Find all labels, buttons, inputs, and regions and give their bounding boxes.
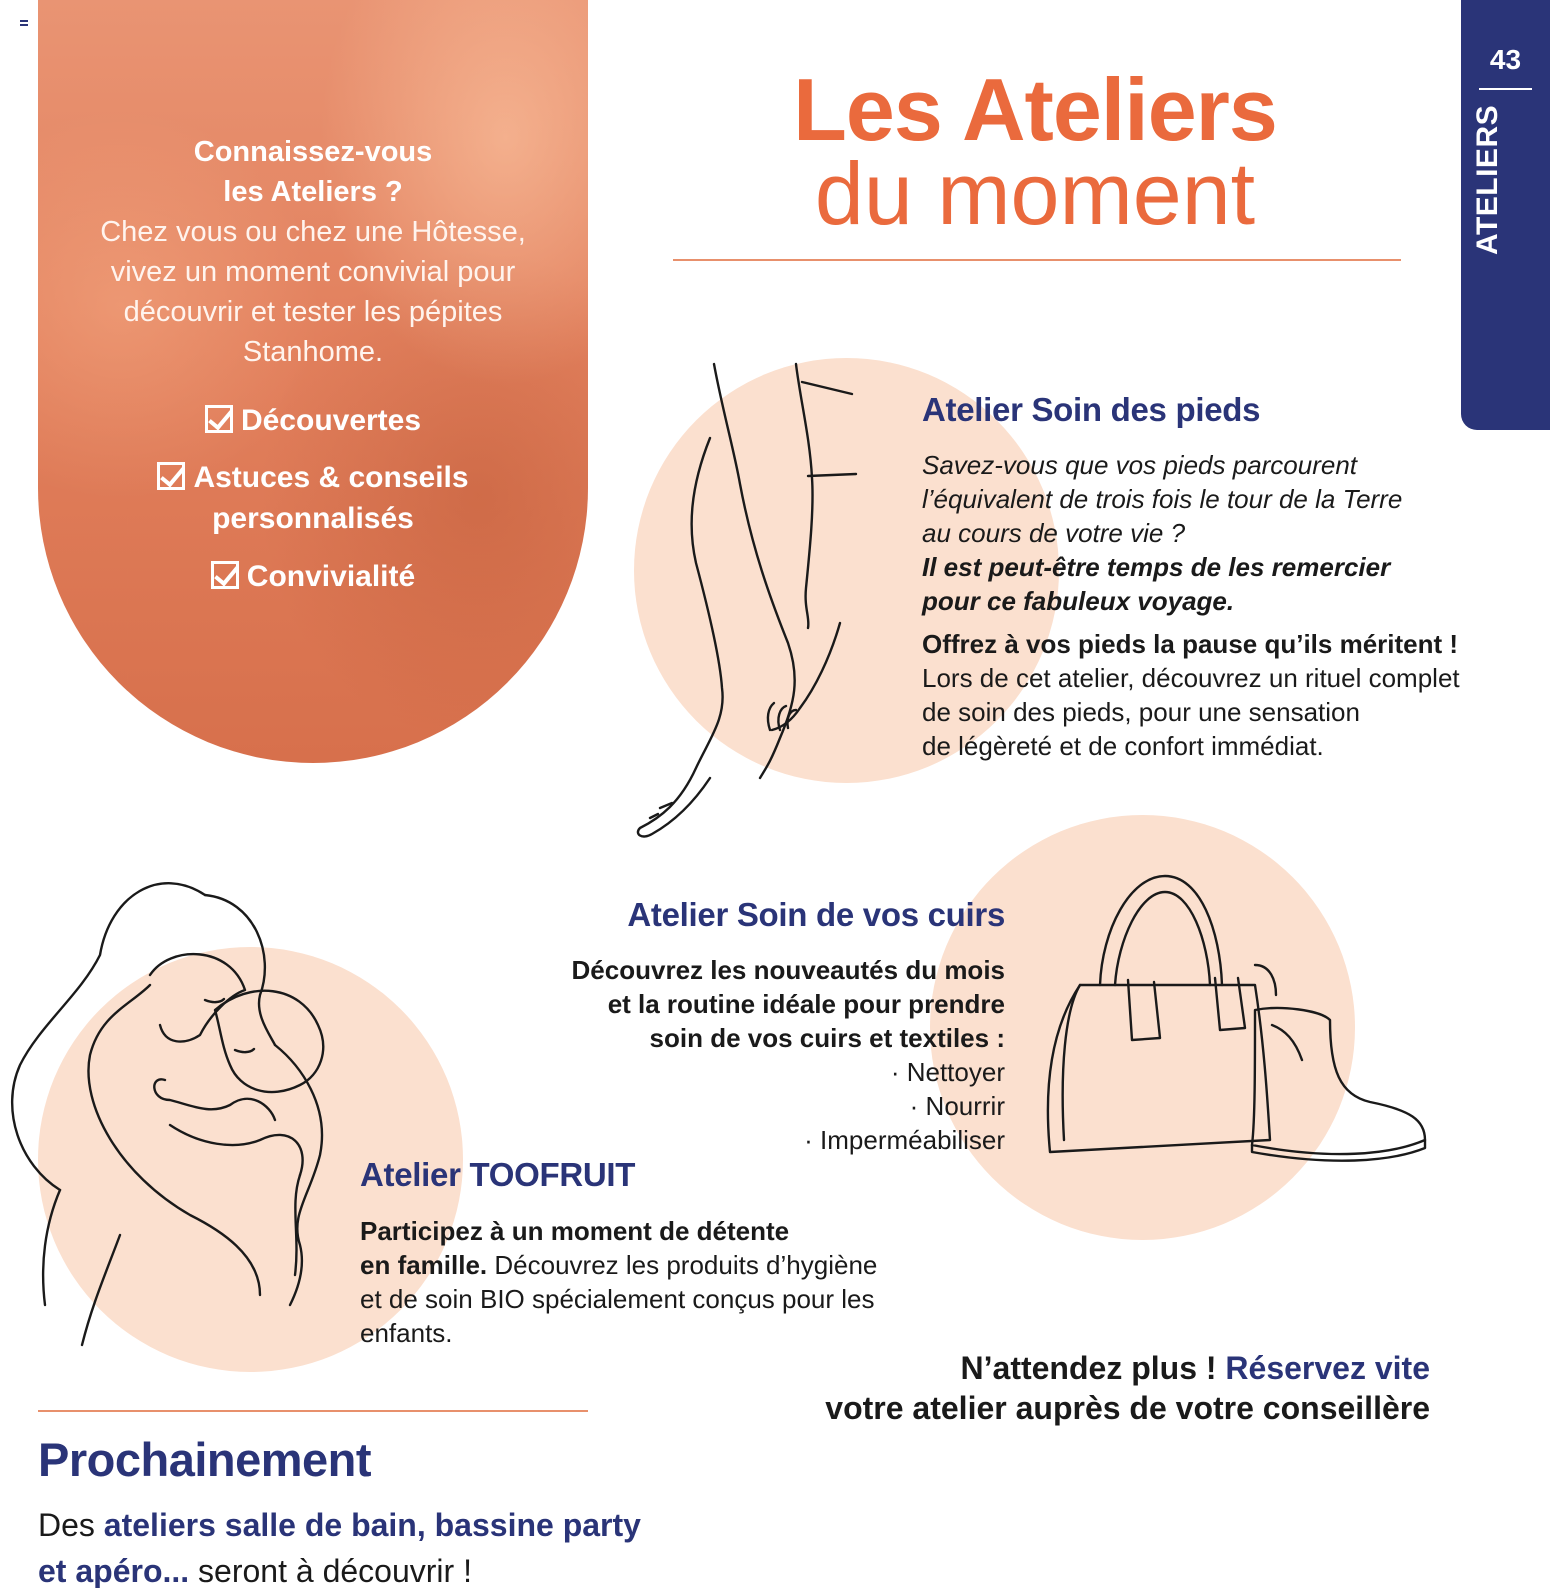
pieds-text-line1: Lors de cet atelier, découvrez un rituel complet [922, 663, 1460, 693]
toofruit-text-line4: enfants. [360, 1318, 453, 1348]
title-divider [673, 259, 1401, 261]
pieds-text-line2: de soin des pieds, pour une sensation [922, 697, 1360, 727]
legs-illustration [630, 358, 870, 843]
soon-title: Prochainement [38, 1433, 372, 1486]
mother-child-illustration [0, 875, 345, 1355]
checkbox-icon [157, 462, 185, 490]
cuirs-bold-line2: et la routine idéale pour prendre [607, 989, 1005, 1019]
page-number: 43 [1489, 44, 1522, 75]
cuirs-heading: Atelier Soin de vos cuirs [627, 896, 1005, 933]
section-label: ATELIERS [1471, 104, 1504, 255]
page-number-divider [1479, 88, 1532, 90]
intro-question-line1: Connaissez-vous [193, 136, 433, 168]
intro-text-line3: découvrir et tester les pépites [123, 296, 503, 328]
toofruit-bold-line1: Participez à un moment de détente [360, 1216, 790, 1246]
toofruit-text-line2: en famille. Découvrez les produits d’hygiène [360, 1250, 878, 1280]
checkbox-icon [211, 561, 239, 589]
cuirs-bold-line1: Découvrez les nouveautés du mois [571, 955, 1005, 985]
checkbox-icon [205, 405, 233, 433]
pieds-text-line3: de légèreté et de confort immédiat. [922, 731, 1324, 761]
pieds-subheading: Offrez à vos pieds la pause qu’ils méritent ! [922, 629, 1459, 659]
cuirs-item-nourrir: · Nourrir [909, 1091, 1005, 1121]
handbag-boot-illustration [1040, 870, 1440, 1175]
pieds-bold-line1: Il est peut-être temps de les remercier [922, 552, 1391, 582]
pieds-bold-line2: pour ce fabuleux voyage. [922, 586, 1235, 616]
corner-mark [20, 20, 28, 26]
intro-arch-panel [38, 0, 588, 763]
pieds-italic-line2: l’équivalent de trois fois le tour de la Terre [922, 484, 1403, 514]
toofruit-heading: Atelier TOOFRUIT [360, 1156, 636, 1193]
cuirs-item-impermeabiliser: · Imperméabiliser [804, 1125, 1005, 1155]
check-item-decouvertes: Découvertes [38, 400, 588, 441]
check-item-astuces-line2: personnalisés [212, 502, 414, 535]
check-item-astuces: Astuces & conseils [38, 457, 588, 498]
page-tab [1461, 0, 1550, 430]
call-to-action [800, 1348, 1430, 1428]
cuirs-bold-line3: soin de vos cuirs et textiles : [649, 1023, 1005, 1053]
intro-text-line4: Stanhome. [242, 336, 384, 368]
page-title-line2: du moment [814, 144, 1256, 243]
pieds-heading: Atelier Soin des pieds [922, 391, 1261, 428]
pieds-italic-line3: au cours de votre vie ? [922, 518, 1186, 548]
soon-text: Des ateliers salle de bain, bassine party et apéro... seront à découvrir ! [38, 1507, 641, 1588]
pieds-italic-line1: Savez-vous que vos pieds parcourent [922, 450, 1358, 480]
cuirs-item-nettoyer: · Nettoyer [890, 1057, 1005, 1087]
check-item-convivialite: Convivialité [38, 556, 588, 597]
cta-line1: N’attendez plus ! Réservez vite [960, 1350, 1430, 1386]
page-title-line1: Les Ateliers [793, 60, 1277, 159]
intro-text-line2: vivez un moment convivial pour [110, 256, 516, 288]
intro-text-line1: Chez vous ou chez une Hôtesse, [100, 216, 526, 248]
intro-question-line2: les Ateliers ? [223, 176, 403, 208]
soon-divider [38, 1410, 588, 1412]
toofruit-text-line3: et de soin BIO spécialement conçus pour les [360, 1284, 875, 1314]
cta-line2: votre atelier auprès de votre conseillère [825, 1390, 1430, 1426]
